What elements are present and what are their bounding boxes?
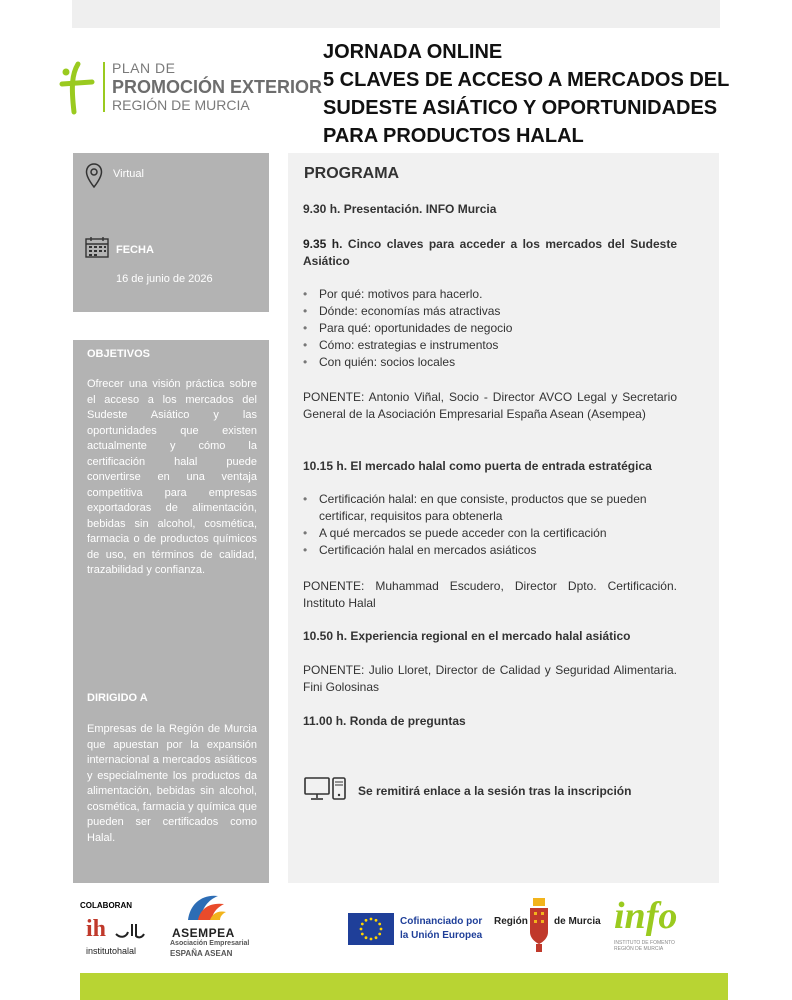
info-sub-2: REGIÓN DE MURCIA — [614, 946, 664, 952]
eu-flag-icon — [348, 913, 394, 945]
bullet-item: • Por qué: motivos para hacerlo. — [303, 286, 683, 303]
footer-bar — [80, 973, 728, 1000]
info-logo — [614, 895, 694, 958]
ponente-3: PONENTE: Julio Lloret, Director de Calidad y Seguridad Alimentaria. Fini Golosinas — [303, 663, 677, 694]
ponente-2: PONENTE: Muhammad Escudero, Director Dpto. Certificación. Instituto Halal — [303, 579, 677, 610]
program-bullets-1 — [303, 286, 683, 371]
ponente-1: PONENTE: Antonio Viñal, Socio - Director AVCO Legal y Secretario General de la Asociación Empresarial España Asean (Asempea) — [303, 390, 677, 421]
bullet-item: • Con quién: socios locales — [303, 354, 683, 371]
murcia-coat-of-arms-icon — [526, 896, 552, 954]
dirigido-label: DIRIGIDO A — [87, 692, 148, 704]
location-pin-icon — [85, 163, 103, 189]
bullet-item: • Para qué: oportunidades de negocio — [303, 320, 683, 337]
bullet-item: • A qué mercados se puede acceder con la certificación — [303, 525, 683, 542]
program-item-2-time: 9.35 h — [303, 237, 340, 251]
location-value: Virtual — [113, 168, 144, 180]
colaboran-label: COLABORAN — [80, 901, 132, 910]
info-text: info — [614, 895, 678, 937]
asempea-sub-2: ESPAÑA ASEAN — [170, 949, 233, 958]
eu-text-2: la Unión Europea — [400, 930, 483, 941]
bullet-item: • Certificación halal en mercados asiáticos — [303, 542, 683, 559]
asempea-logo — [166, 890, 250, 964]
asempea-name: ASEMPEA — [172, 926, 235, 940]
halal-arabic-icon — [114, 920, 146, 942]
program-item-3: 10.15 h. El mercado halal como puerta de entrada estratégica — [303, 459, 652, 473]
asempea-mark-icon — [184, 890, 228, 924]
registration-note: Se remitirá enlace a la sesión tras la inscripción — [358, 784, 632, 798]
page-title — [323, 38, 743, 150]
computer-devices-icon — [304, 777, 346, 801]
info-sub-1: INSTITUTO DE FOMENTO — [614, 940, 675, 946]
eu-text-1: Cofinanciado por — [400, 916, 483, 927]
program-bullets-2 — [303, 491, 683, 559]
region-text-2: de Murcia — [554, 916, 601, 927]
eu-cofinanciado-logo — [348, 913, 493, 945]
title-line-1: JORNADA ONLINE — [323, 41, 503, 63]
dirigido-text: Empresas de la Región de Murcia que apuestan por la expansión internacional a mercados asiáticos y especialmente los productos da alimentación, bebidas sin alcohol, cosmética, farmacia y química que pueden ser certificados como Halal. — [87, 723, 257, 844]
date-label: FECHA — [116, 244, 154, 256]
bullet-item: • Dónde: economías más atractivas — [303, 303, 683, 320]
bullet-item: • Certificación halal: en que consiste, productos que se pueden certificar, requisitos para obtenerla — [303, 491, 683, 525]
ih-sub-text: institutohalal — [86, 946, 137, 956]
top-band — [72, 0, 720, 28]
plus-logo-icon — [58, 60, 98, 116]
date-value: 16 de junio de 2026 — [116, 273, 213, 285]
program-item-1: 9.30 h. Presentación. INFO Murcia — [303, 202, 497, 216]
region-murcia-logo — [494, 896, 602, 956]
program-item-2-text: . Cinco claves para acceder a los mercados del Sudeste Asiático — [303, 237, 677, 268]
title-line-3: SUDESTE ASIÁTICO Y OPORTUNIDADES — [323, 97, 718, 119]
ih-logo-text: ih — [86, 916, 107, 942]
logo-divider — [103, 62, 105, 112]
program-item-2 — [303, 236, 677, 270]
logo-line-2: PROMOCIÓN EXTERIOR — [112, 77, 323, 97]
objetivos-text: Ofrecer una visión práctica sobre el acceso a los mercados del Sudeste Asiático y las oportunidades que existen actualmente y cómo la certificación halal puede convertirse en una ventaja competitiva para empresas exportadoras de alimentación, bebidas sin alcohol, cosmética, farmacia o de productos químicos de uso, en términos de calidad, trazabilidad y confianza. — [87, 378, 257, 576]
objetivos-label: OBJETIVOS — [87, 348, 150, 360]
calendar-icon — [85, 236, 109, 258]
program-item-5: 11.00 h. Ronda de preguntas — [303, 714, 466, 728]
title-line-4: PARA PRODUCTOS HALAL — [323, 125, 584, 147]
title-line-2: 5 CLAVES DE ACCESO A MERCADOS DEL — [323, 69, 730, 91]
bullet-item: • Cómo: estrategias e instrumentos — [303, 337, 683, 354]
plan-promocion-logo — [58, 60, 323, 116]
logo-line-3: REGIÓN DE MURCIA — [112, 97, 250, 113]
logo-line-1: PLAN DE — [112, 60, 176, 76]
program-heading: PROGRAMA — [304, 165, 400, 182]
asempea-sub-1: Asociación Empresarial — [170, 940, 250, 947]
program-item-4: 10.50 h. Experiencia regional en el mercado halal asiático — [303, 629, 631, 643]
region-text-1: Región — [494, 916, 528, 927]
instituto-halal-logo — [86, 916, 152, 960]
